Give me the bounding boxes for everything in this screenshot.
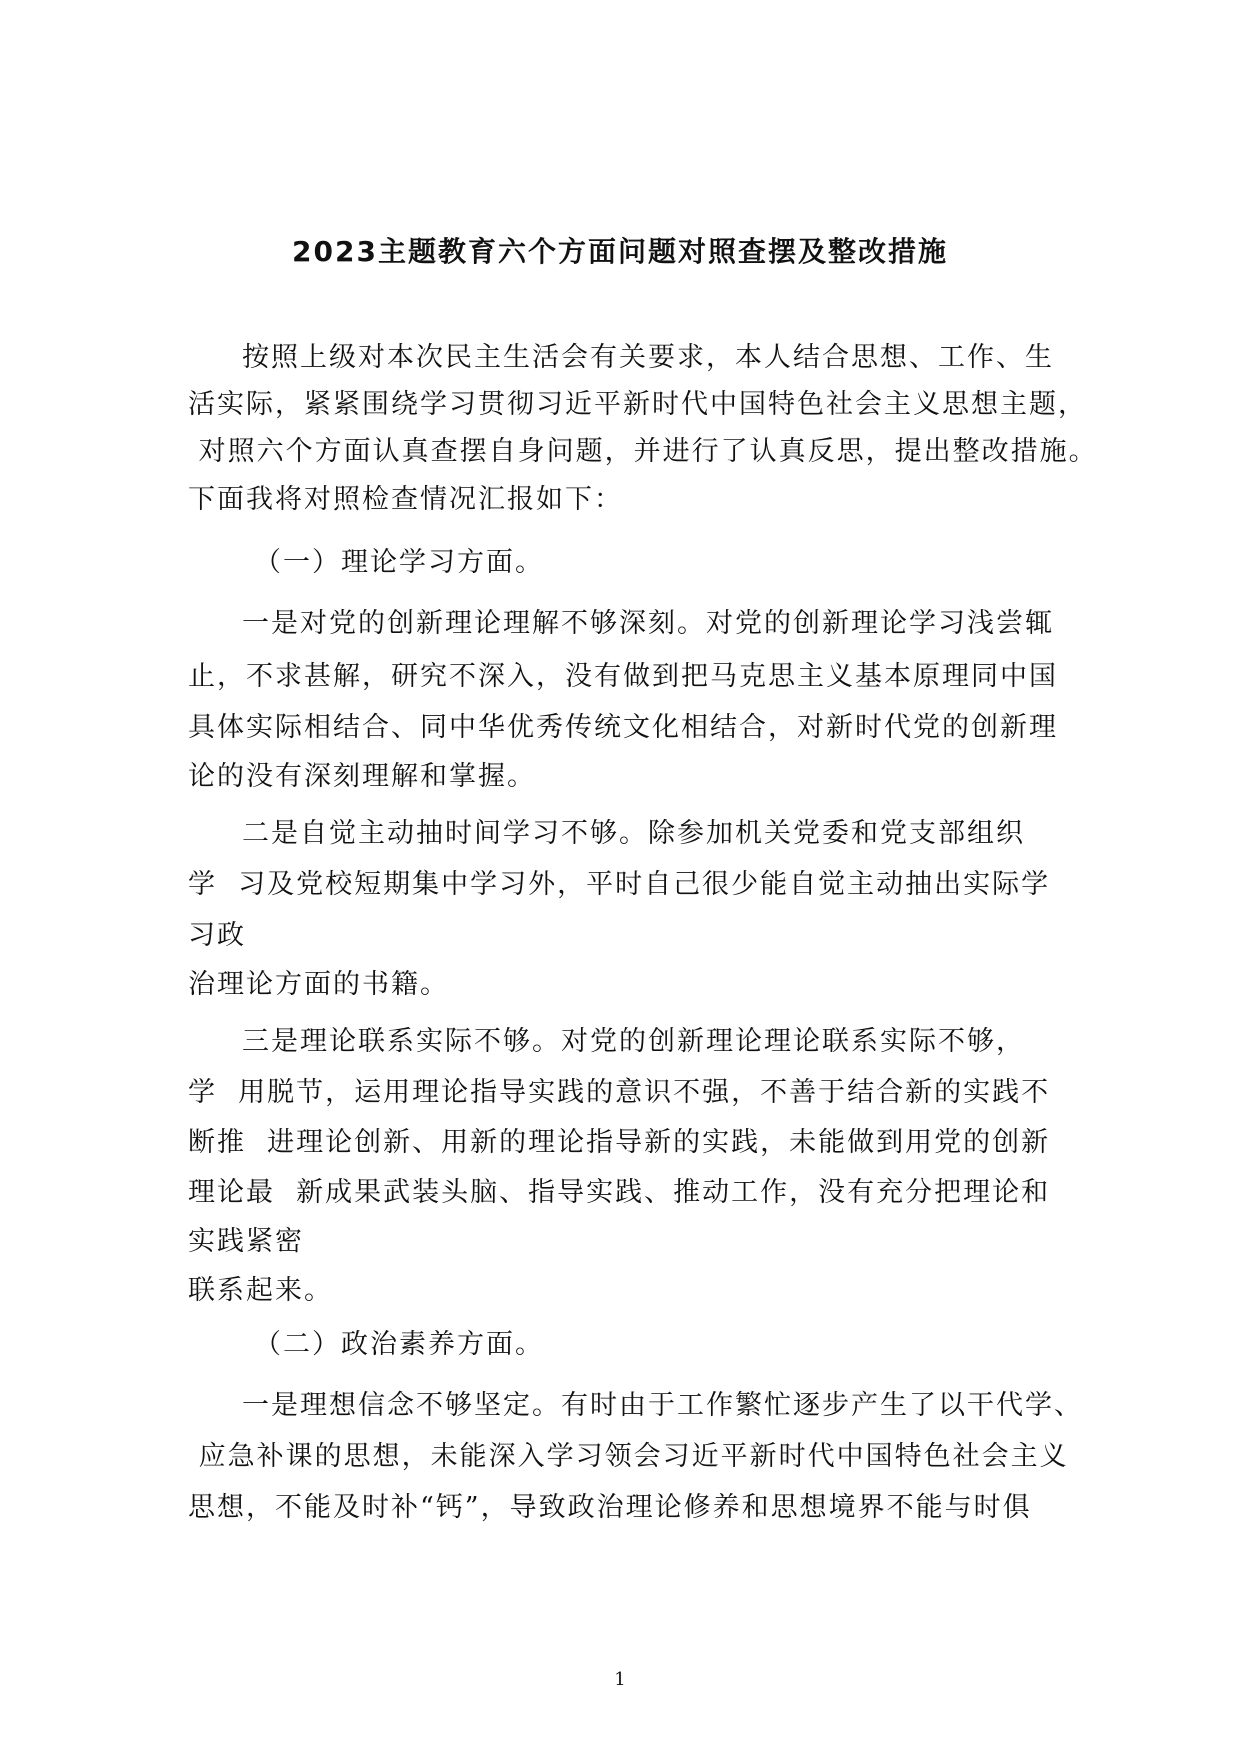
- body-line: 三是理论联系实际不够。对党的创新理论理论联系实际不够，: [242, 1026, 1025, 1057]
- body-line: 学 习及党校短期集中学习外，平时自己很少能自觉主动抽出实际学: [188, 869, 1051, 900]
- body-line: 具体实际相结合、同中华优秀传统文化相结合，对新时代党的创新理: [188, 712, 1058, 743]
- body-line: 论的没有深刻理解和掌握。: [188, 761, 536, 792]
- body-line: 下面我将对照检查情况汇报如下：: [188, 484, 623, 515]
- body-line: 治理论方面的书籍。: [188, 969, 449, 1000]
- body-line: 思想，不能及时补“钙”，导致政治理论修养和思想境界不能与时俱: [188, 1492, 1032, 1523]
- body-line: 理论最 新成果武装头脑、指导实践、推动工作，没有充分把理论和: [188, 1177, 1051, 1208]
- page-title: 2023主题教育六个方面问题对照查摆及整改措施: [292, 235, 948, 268]
- body-line: 对照六个方面认真查摆自身问题，并进行了认真反思，提出整改措施。: [188, 436, 1098, 467]
- body-line: 活实际，紧紧围绕学习贯彻习近平新时代中国特色社会主义思想主题，: [188, 389, 1087, 420]
- body-line: 习政: [188, 920, 246, 951]
- page-number: 1: [614, 1669, 626, 1690]
- body-line: 实践紧密: [188, 1226, 304, 1257]
- body-line: 应急补课的思想，未能深入学习领会习近平新时代中国特色社会主义: [188, 1441, 1069, 1472]
- section-heading: （一）理论学习方面。: [254, 547, 544, 578]
- body-line: 一是理想信念不够坚定。有时由于工作繁忙逐步产生了以干代学、: [242, 1390, 1083, 1421]
- body-line: 一是对党的创新理论理解不够深刻。对党的创新理论学习浅尝辄: [242, 608, 1054, 639]
- body-line: 断推 进理论创新、用新的理论指导新的实践，未能做到用党的创新: [188, 1127, 1051, 1158]
- body-line: 二是自觉主动抽时间学习不够。除参加机关党委和党支部组织: [242, 818, 1025, 849]
- body-line: 学 用脱节，运用理论指导实践的意识不强，不善于结合新的实践不: [188, 1077, 1051, 1108]
- body-line: 止，不求甚解，研究不深入，没有做到把马克思主义基本原理同中国: [188, 661, 1058, 692]
- body-line: 按照上级对本次民主生活会有关要求，本人结合思想、工作、生: [242, 342, 1054, 373]
- section-heading: （二）政治素养方面。: [254, 1329, 544, 1360]
- body-line: 联系起来。: [188, 1275, 333, 1306]
